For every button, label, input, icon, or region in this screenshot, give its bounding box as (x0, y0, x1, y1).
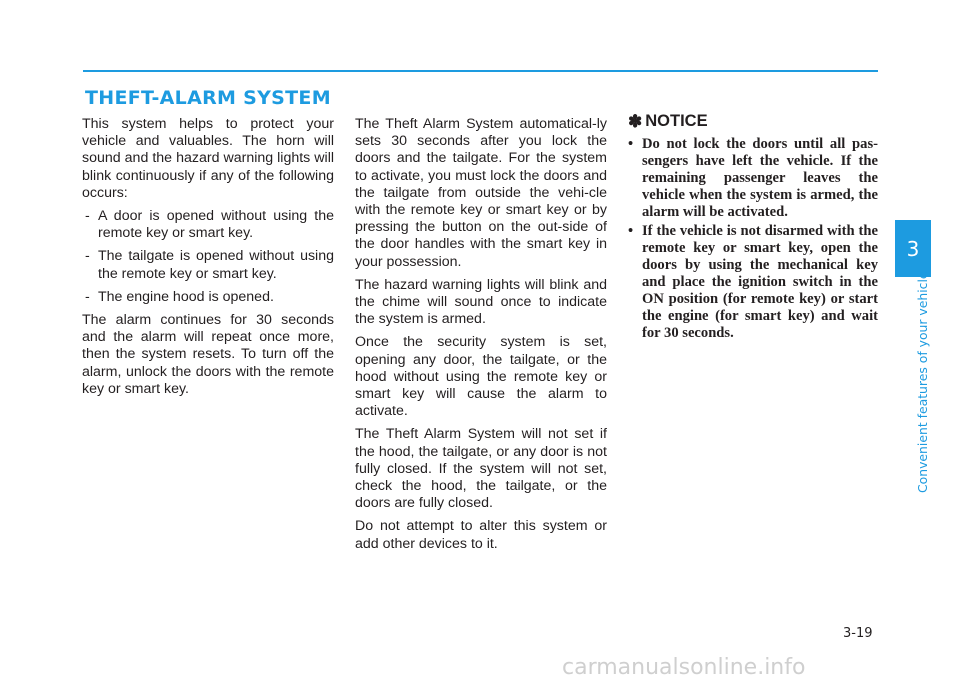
watermark: carmanualsonline.info (562, 655, 806, 680)
notice-item-text: If the vehicle is not disarmed with the remote key or smart key, open the doors by using the mechanical key and place the ignition switch in the ON position (for remote key) or start the engine (for smart key) and wait for 30 seconds. (642, 223, 878, 341)
dash-marker: - (85, 248, 90, 265)
chapter-label: Convenient features of your vehicle (915, 271, 930, 493)
list-item-text: The tailgate is opened without using the remote key or smart key. (98, 248, 334, 282)
notice-heading-text: NOTICE (645, 112, 708, 130)
paragraph: Do not attempt to alter this system or add other devices to it. (355, 518, 607, 552)
header-rule (83, 70, 878, 72)
trigger-list (82, 208, 334, 306)
asterisk-icon: ✽ (628, 112, 643, 131)
list-item-text: The engine hood is opened. (98, 288, 274, 305)
chapter-tab (895, 220, 931, 277)
list-item-text: A door is opened without using the remote key or smart key. (98, 208, 334, 242)
list-item (82, 208, 334, 242)
paragraph: The Theft Alarm System will not set if the hood, the tailgate, or any door is not fully closed. If the system will not set, check the hood, the tailgate, or the doors are fully closed. (355, 426, 607, 512)
column-1 (82, 116, 334, 404)
notice-item-text: Do not lock the doors until all pas-sengers have left the vehicle. If the remaining passenger leaves the vehicle when the system is armed, the alarm will be activated. (642, 136, 878, 220)
notice-item (628, 136, 878, 221)
page-number: 3-19 (843, 626, 873, 641)
intro-paragraph: This system helps to protect your vehicle and valuables. The horn will sound and the hazard warning lights will blink continuously if any of the following occurs: (82, 116, 334, 201)
chapter-number: 3 (906, 236, 920, 261)
paragraph: Once the security system is set, opening any door, the tailgate, or the hood without using the remote key or smart key will cause the alarm to activate. (355, 334, 607, 420)
notice-box (628, 112, 878, 344)
bullet-icon: • (628, 223, 634, 239)
dash-marker: - (85, 208, 90, 225)
outro-paragraph: The alarm continues for 30 seconds and the alarm will repeat once more, then the system resets. To turn off the alarm, unlock the doors with the remote key or smart key. (82, 312, 334, 397)
paragraph: The Theft Alarm System automatical-ly sets 30 seconds after you lock the doors and the tailgate. For the system to activate, you must lock the doors and the tailgate from outside the vehi-cle with the remote key or smart key or by pressing the button on the out-side of the door handles with the smart key in your possession. (355, 116, 607, 270)
notice-heading (628, 112, 878, 131)
list-item (82, 289, 334, 306)
paragraph: The hazard warning lights will blink and the chime will sound once to indicate the system is armed. (355, 276, 607, 328)
list-item (82, 248, 334, 282)
dash-marker: - (85, 288, 90, 305)
notice-list (628, 136, 878, 342)
section-title: THEFT-ALARM SYSTEM (85, 87, 331, 109)
column-2 (355, 116, 607, 559)
notice-item (628, 223, 878, 342)
bullet-icon: • (628, 136, 634, 152)
